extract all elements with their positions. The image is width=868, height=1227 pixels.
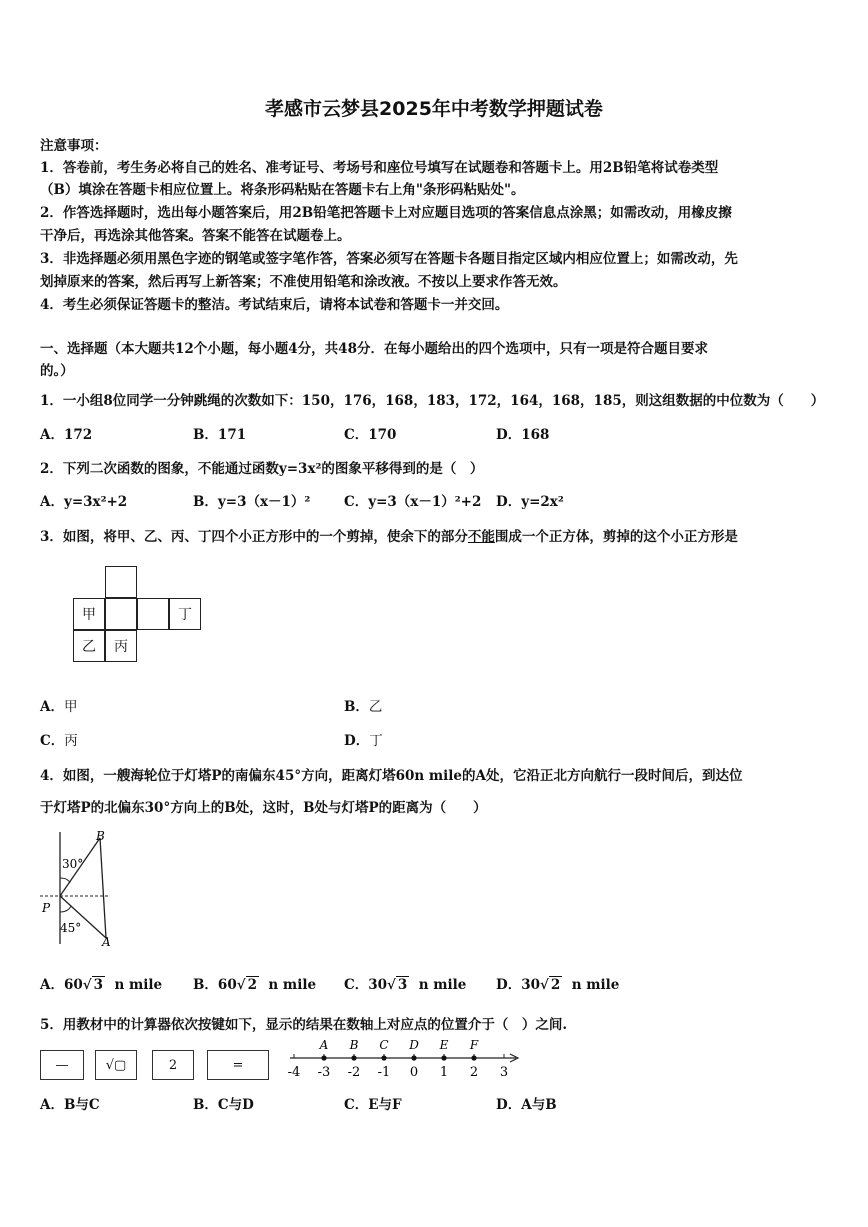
number-line: [280, 1036, 525, 1082]
notes-heading: 注意事项：: [40, 138, 108, 154]
net-cell: [137, 598, 169, 630]
number-line-tick-label: -3: [317, 1065, 331, 1080]
net-cell-jia: 甲: [73, 598, 105, 630]
q1-option-b: B．171: [193, 427, 247, 443]
number-line-points: [319, 1038, 479, 1061]
calculator-key-two: 2: [152, 1050, 194, 1080]
figure-label-p: P: [42, 901, 51, 915]
section-heading-cont: 的。）: [40, 363, 74, 379]
number-line-tick-label: 0: [409, 1065, 419, 1080]
number-line-point-label: A: [319, 1038, 329, 1052]
q5-stem: 5．用教材中的计算器依次按键如下，显示的结果在数轴上对应点的位置介于（ ）之间.: [40, 1017, 568, 1033]
figure-angle-45: 45°: [60, 921, 82, 935]
number-line-point: [411, 1055, 416, 1060]
page-title: 孝感市云梦县2025年中考数学押题试卷: [265, 98, 603, 120]
note-line: 2．作答选择题时，选出每小题答案后，用2B铅笔把答题卡上对应题目选项的答案信息点涂黑；如需改动，用橡皮擦: [40, 205, 732, 221]
number-line-point-label: D: [409, 1038, 419, 1052]
q2-option-d: D．y=2x²: [496, 494, 564, 510]
number-line-point: [351, 1055, 356, 1060]
figure-label-b: B: [96, 829, 105, 843]
q1-option-d: D．168: [496, 427, 550, 443]
q2-option-a: A．y=3x²+2: [40, 494, 128, 510]
number-line-point: [381, 1055, 386, 1060]
calculator-key-equals: =: [207, 1050, 269, 1080]
q2-option-b: B．y=3（x－1）²: [193, 494, 311, 510]
q4-option-a: A．60√ 3 n mile: [40, 977, 163, 993]
q3-stem: 3．如图，将甲、乙、丙、丁四个小正方形中的一个剪掉，使余下的部分不能围成一个正方体，剪掉的这个小正方形是: [40, 529, 738, 545]
lighthouse-figure: [38, 826, 118, 950]
figure-angle-arc-bottom: [60, 906, 71, 912]
number-line-tick-label: 1: [439, 1065, 449, 1080]
calculator-key-sqrt: √▢: [95, 1050, 137, 1080]
q4-option-b: B．60√ 2 n mile: [193, 977, 317, 993]
number-line-tick-label: 3: [499, 1065, 509, 1080]
q2-stem: 2．下列二次函数的图象，不能通过函数y=3x²的图象平移得到的是（ ）: [40, 461, 484, 477]
q1-option-c: C．170: [344, 427, 397, 443]
number-line-point-label: B: [349, 1038, 359, 1052]
note-line: 1．答卷前，考生务必将自己的姓名、准考证号、考场号和座位号填写在试题卷和答题卡上。用2B铅笔将试卷类型: [40, 160, 719, 176]
note-line: 干净后，再选涂其他答案。答案不能答在试题卷上。: [40, 228, 351, 244]
q5-option-a: A．B与C: [40, 1097, 100, 1113]
number-line-tick-label: -4: [287, 1065, 301, 1080]
q4-stem: 4．如图，一艘海轮位于灯塔P的南偏东45°方向，距离灯塔60n mile的A处，它沿正北方向航行一段时间后，到达位: [40, 768, 743, 784]
note-line: 4．考生必须保证答题卡的整洁。考试结束后，请将本试卷和答题卡一并交回。: [40, 297, 509, 313]
net-cell-ding: 丁: [169, 598, 201, 630]
note-line: 3．非选择题必须用黑色字迹的钢笔或签字笔作答，答案必须写在答题卡各题目指定区域内相应位置上；如需改动，先: [40, 251, 738, 267]
net-cell-bing: 丙: [105, 630, 137, 662]
net-cell: [105, 566, 137, 598]
q5-option-c: C．E与F: [344, 1097, 402, 1113]
number-line-tick-label: 2: [469, 1065, 479, 1080]
note-line: （B）填涂在答题卡相应位置上。将条形码粘贴在答题卡右上角"条形码粘贴处"。: [40, 182, 525, 198]
q3-option-b: B．乙: [344, 699, 383, 715]
q3-option-a: A．甲: [40, 699, 78, 715]
number-line-point-label: C: [379, 1038, 389, 1052]
q3-option-d: D．丁: [344, 733, 383, 749]
q4-option-c: C．30√ 3 n mile: [344, 977, 467, 993]
net-cell-yi: 乙: [73, 630, 105, 662]
number-line-tick-label: -1: [377, 1065, 391, 1080]
number-line-tick-label: -2: [347, 1065, 361, 1080]
figure-ab-line: [100, 838, 106, 938]
note-line: 划掉原来的答案，然后再写上新答案；不准使用铅笔和涂改液。不按以上要求作答无效。: [40, 274, 567, 290]
q4-option-d: D．30√ 2 n mile: [496, 977, 620, 993]
q1-stem: 1．一小组8位同学一分钟跳绳的次数如下：150，176，168，183，172，164，168，185，则这组数据的中位数为（ ）: [40, 393, 825, 409]
number-line-point: [441, 1055, 446, 1060]
number-line-point-label: E: [439, 1038, 449, 1052]
figure-angle-30: 30°: [62, 857, 84, 871]
figure-label-a: A: [102, 935, 111, 949]
calculator-key-negative: —: [40, 1050, 84, 1080]
q2-option-c: C．y=3（x－1）²+2: [344, 494, 482, 510]
number-line-point-label: F: [469, 1038, 479, 1052]
figure-angle-arc-top: [60, 878, 70, 883]
q5-option-d: D．A与B: [496, 1097, 557, 1113]
number-line-point: [471, 1055, 476, 1060]
q1-option-a: A．172: [40, 427, 93, 443]
section-heading: 一、选择题（本大题共12个小题，每小题4分，共48分．在每小题给出的四个选项中，只有一项是符合题目要求: [40, 341, 708, 357]
q4-stem-cont: 于灯塔P的北偏东30°方向上的B处，这时，B处与灯塔P的距离为（ ）: [40, 800, 487, 816]
q5-option-b: B．C与D: [193, 1097, 254, 1113]
q3-option-c: C．丙: [40, 733, 78, 749]
number-line-point: [321, 1055, 326, 1060]
net-cell: [105, 598, 137, 630]
